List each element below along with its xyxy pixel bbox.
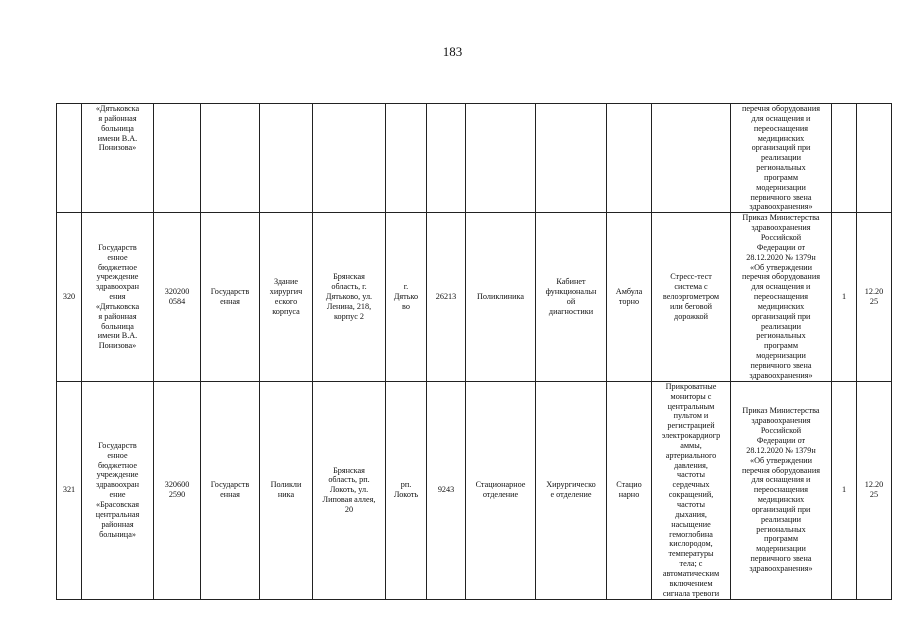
oktmo-cell: 26213	[427, 213, 466, 381]
row-number-cell: 320	[57, 213, 82, 381]
delivery-date-cell: 12.20 25	[857, 213, 892, 381]
equipment-cell: Стресс-тест система с велоэргометром или беговой дорожкой	[652, 213, 731, 381]
division-cell: Поликлиника	[466, 213, 536, 381]
oktmo-cell: 9243	[427, 381, 466, 599]
org-code-cell: 320600 2590	[154, 381, 201, 599]
address-cell: Брянская область, г. Дятьково, ул. Ленина, 218, корпус 2	[313, 213, 386, 381]
department-cell: Кабинет функциональн ой диагностики	[536, 213, 607, 381]
building-cell: Поликли ника	[260, 381, 313, 599]
organization-cell: Государств енное бюджетное учреждение здравоохран ение «Брасовская центральная районная больница»	[82, 381, 154, 599]
table-row	[57, 381, 892, 599]
page-number: 183	[442, 44, 463, 59]
care-type-cell: Стацио нарно	[607, 381, 652, 599]
table-row	[57, 213, 892, 381]
care-type-cell: Амбула торно	[607, 213, 652, 381]
care-type-cell	[607, 104, 652, 213]
locality-cell: г. Дятько во	[386, 213, 427, 381]
department-cell: Хирургическо е отделение	[536, 381, 607, 599]
org-code-cell: 320200 0584	[154, 213, 201, 381]
equipment-cell	[652, 104, 731, 213]
legal-basis-cell: Приказ Министерства здравоохранения Российской Федерации от 28.12.2020 № 1379н «Об утверждении перечня оборудования для оснащения и переоснащения медицинских организаций при реализации региональных программ модернизации первичного звена здравоохранения»	[731, 213, 832, 381]
locality-cell: рп. Локоть	[386, 381, 427, 599]
legal-basis-cell: Приказ Министерства здравоохранения Российской Федерации от 28.12.2020 № 1379н «Об утверждении перечня оборудования для оснащения и переоснащения медицинских организаций при реализации региональных программ модернизации первичного звена здравоохранения»	[731, 381, 832, 599]
building-cell	[260, 104, 313, 213]
row-number-cell	[57, 104, 82, 213]
address-cell	[313, 104, 386, 213]
oktmo-cell	[427, 104, 466, 213]
quantity-cell	[832, 104, 857, 213]
department-cell	[536, 104, 607, 213]
legal-basis-cell: перечня оборудования для оснащения и переоснащения медицинских организаций при реализации региональных программ модернизации первичного звена здравоохранения»	[731, 104, 832, 213]
table-row	[57, 104, 892, 213]
equipment-cell: Прикроватные мониторы с центральным пультом и регистрацией электрокардиогр аммы, артериального давления, частоты сердечных сокращений, частоты дыхания, насыщение гемоглобина кислородом, температуры тела; с автоматическим включением сигнала тревоги	[652, 381, 731, 599]
division-cell: Стационарное отделение	[466, 381, 536, 599]
building-cell: Здание хирургич еского корпуса	[260, 213, 313, 381]
equipment-table	[56, 103, 892, 600]
quantity-cell: 1	[832, 381, 857, 599]
locality-cell	[386, 104, 427, 213]
ownership-form-cell: Государств енная	[201, 381, 260, 599]
organization-cell: Государств енное бюджетное учреждение здравоохран ения «Дятьковска я районная больница имени В.А. Понизова»	[82, 213, 154, 381]
address-cell: Брянская область, рп. Локоть, ул. Липовая аллея, 20	[313, 381, 386, 599]
ownership-form-cell	[201, 104, 260, 213]
quantity-cell: 1	[832, 213, 857, 381]
delivery-date-cell: 12.20 25	[857, 381, 892, 599]
delivery-date-cell	[857, 104, 892, 213]
organization-cell: «Дятьковска я районная больница имени В.А. Понизова»	[82, 104, 154, 213]
ownership-form-cell: Государств енная	[201, 213, 260, 381]
org-code-cell	[154, 104, 201, 213]
row-number-cell: 321	[57, 381, 82, 599]
division-cell	[466, 104, 536, 213]
